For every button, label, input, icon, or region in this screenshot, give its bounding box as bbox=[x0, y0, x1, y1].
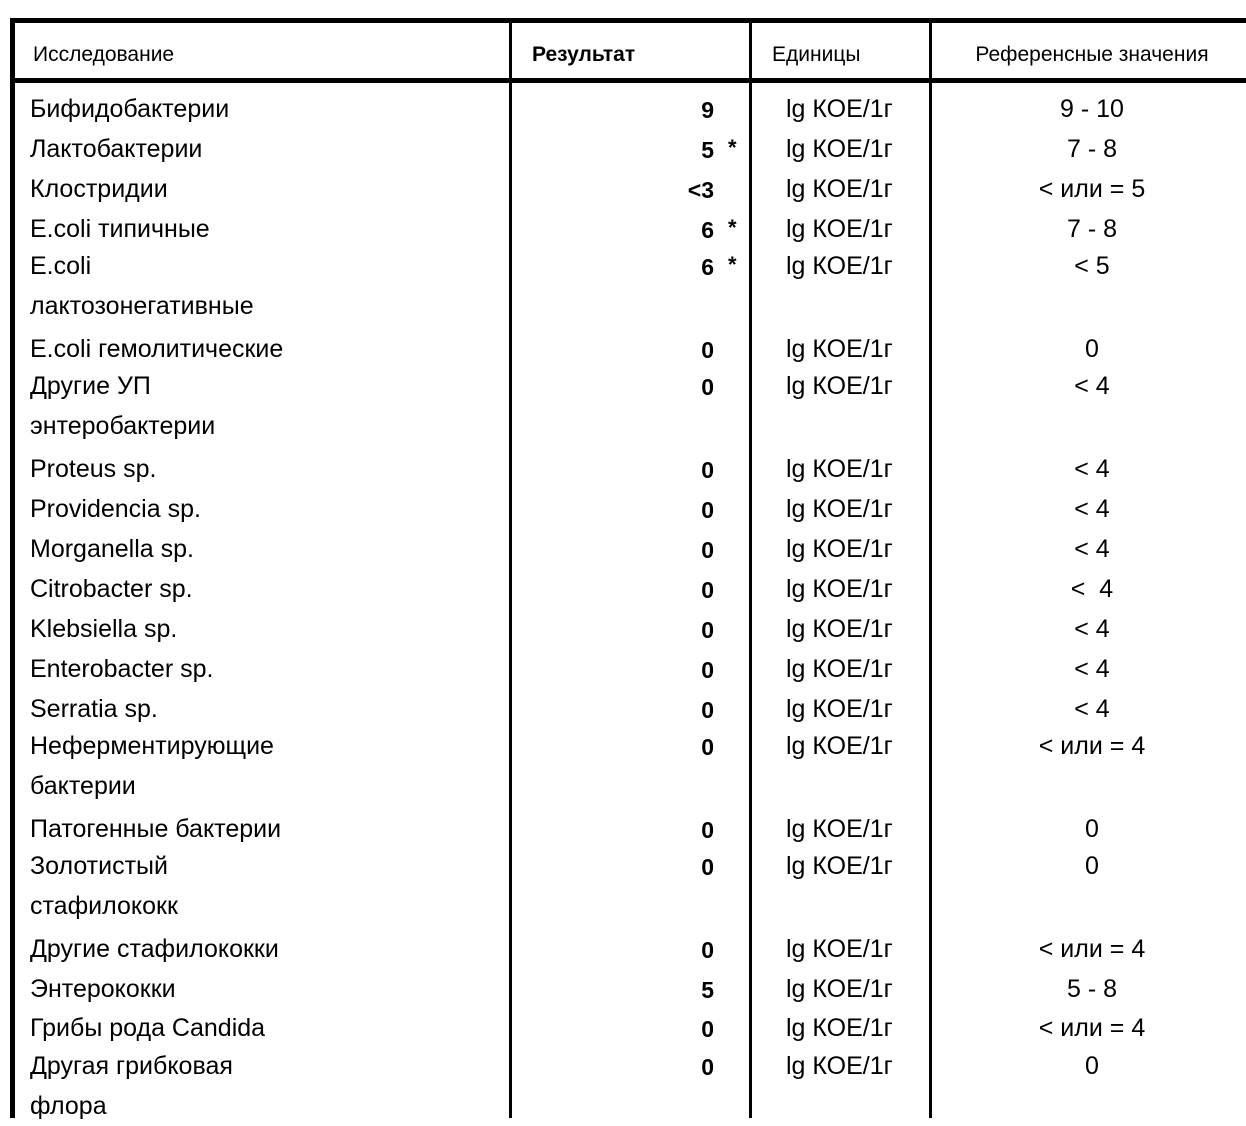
reference-range: 7 - 8 bbox=[1066, 135, 1118, 163]
units-value: lg КОЕ/1г bbox=[786, 732, 893, 760]
units-value: lg КОЕ/1г bbox=[786, 95, 893, 123]
reference-range: 7 - 8 bbox=[1066, 215, 1118, 243]
reference-range: < 4 bbox=[1070, 575, 1114, 603]
units-value: lg КОЕ/1г bbox=[786, 1052, 893, 1080]
column-divider-reference bbox=[929, 18, 932, 1118]
reference-range: 0 bbox=[1085, 1052, 1099, 1080]
result-value: 0 bbox=[701, 817, 714, 843]
units-value: lg КОЕ/1г bbox=[786, 655, 893, 683]
result-value: 5 bbox=[701, 137, 714, 163]
header-units: Единицы bbox=[772, 43, 861, 66]
header-study: Исследование bbox=[33, 43, 175, 66]
reference-range: < 4 bbox=[1074, 455, 1110, 483]
result-value: 6 bbox=[701, 254, 714, 280]
reference-range: < или = 5 bbox=[1038, 175, 1146, 203]
study-name: Золотистый стафилококк bbox=[30, 852, 178, 920]
units-value: lg КОЕ/1г bbox=[786, 695, 893, 723]
reference-range: < или = 4 bbox=[1038, 935, 1146, 963]
result-value: 0 bbox=[701, 854, 714, 880]
units-value: lg КОЕ/1г bbox=[786, 252, 893, 280]
units-value: lg КОЕ/1г bbox=[786, 815, 893, 843]
study-name: Klebsiella sp. bbox=[30, 615, 178, 643]
units-value: lg КОЕ/1г bbox=[786, 1014, 893, 1042]
result-value: 0 bbox=[701, 374, 714, 400]
abnormal-flag: * bbox=[728, 252, 737, 277]
result-value: <3 bbox=[687, 177, 714, 203]
study-name: E.coli гемолитические bbox=[30, 335, 284, 363]
reference-range: < или = 4 bbox=[1038, 1014, 1146, 1042]
result-value: 0 bbox=[701, 697, 714, 723]
reference-range: < 5 bbox=[1074, 252, 1110, 280]
result-value: 0 bbox=[701, 937, 714, 963]
column-divider-result bbox=[509, 18, 512, 1118]
reference-range: 5 - 8 bbox=[1066, 975, 1118, 1003]
units-value: lg КОЕ/1г bbox=[786, 495, 893, 523]
units-value: lg КОЕ/1г bbox=[786, 215, 893, 243]
result-value: 0 bbox=[701, 457, 714, 483]
study-name: Serratia sp. bbox=[30, 695, 158, 723]
study-name: Providencia sp. bbox=[30, 495, 201, 523]
units-value: lg КОЕ/1г bbox=[786, 852, 893, 880]
abnormal-flag: * bbox=[728, 135, 737, 160]
result-value: 0 bbox=[701, 734, 714, 760]
reference-range: < 4 bbox=[1074, 495, 1110, 523]
result-value: 0 bbox=[701, 337, 714, 363]
study-name: Клостридии bbox=[30, 175, 168, 203]
reference-range: < или = 4 bbox=[1038, 732, 1146, 760]
study-name: Лактобактерии bbox=[30, 135, 203, 163]
units-value: lg КОЕ/1г bbox=[786, 935, 893, 963]
units-value: lg КОЕ/1г bbox=[786, 615, 893, 643]
reference-range: 9 - 10 bbox=[1060, 95, 1124, 123]
result-value: 0 bbox=[701, 657, 714, 683]
abnormal-flag: * bbox=[728, 215, 737, 240]
study-name: E.coli типичные bbox=[30, 215, 210, 243]
result-value: 0 bbox=[701, 617, 714, 643]
study-name: Enterobacter sp. bbox=[30, 655, 214, 683]
study-name: Патогенные бактерии bbox=[30, 815, 282, 843]
units-value: lg КОЕ/1г bbox=[786, 575, 893, 603]
result-value: 9 bbox=[701, 97, 714, 123]
study-name: Другие стафилококки bbox=[30, 935, 279, 963]
study-name: Citrobacter sp. bbox=[30, 575, 193, 603]
units-value: lg КОЕ/1г bbox=[786, 535, 893, 563]
study-name: Proteus sp. bbox=[30, 455, 157, 483]
reference-range: 0 bbox=[1085, 335, 1099, 363]
header-separator bbox=[10, 78, 1246, 83]
study-name: Грибы рода Candida bbox=[30, 1014, 266, 1042]
study-name: Бифидобактерии bbox=[30, 95, 230, 123]
column-divider-units bbox=[749, 18, 752, 1118]
result-value: 0 bbox=[701, 1016, 714, 1042]
reference-range: < 4 bbox=[1074, 535, 1110, 563]
reference-range: < 4 bbox=[1074, 615, 1110, 643]
units-value: lg КОЕ/1г bbox=[786, 372, 893, 400]
study-name: Энтерококки bbox=[30, 975, 176, 1003]
units-value: lg КОЕ/1г bbox=[786, 175, 893, 203]
study-name: Morganella sp. bbox=[30, 535, 194, 563]
units-value: lg КОЕ/1г bbox=[786, 135, 893, 163]
result-value: 6 bbox=[701, 217, 714, 243]
reference-range: 0 bbox=[1085, 815, 1099, 843]
units-value: lg КОЕ/1г bbox=[786, 975, 893, 1003]
reference-range: < 4 bbox=[1074, 655, 1110, 683]
units-value: lg КОЕ/1г bbox=[786, 455, 893, 483]
result-value: 0 bbox=[701, 577, 714, 603]
study-name: Другая грибковая флора bbox=[30, 1052, 233, 1120]
reference-range: < 4 bbox=[1074, 372, 1110, 400]
result-value: 0 bbox=[701, 1054, 714, 1080]
study-name: E.coli лактозонегативные bbox=[30, 252, 254, 320]
header-result: Результат bbox=[532, 43, 636, 66]
result-value: 0 bbox=[701, 537, 714, 563]
study-name: Неферментирующие бактерии bbox=[30, 732, 274, 800]
result-value: 5 bbox=[701, 977, 714, 1003]
header-reference: Референсные значения bbox=[975, 43, 1209, 66]
reference-range: < 4 bbox=[1074, 695, 1110, 723]
study-name: Другие УП энтеробактерии bbox=[30, 372, 216, 440]
reference-range: 0 bbox=[1085, 852, 1099, 880]
units-value: lg КОЕ/1г bbox=[786, 335, 893, 363]
result-value: 0 bbox=[701, 497, 714, 523]
